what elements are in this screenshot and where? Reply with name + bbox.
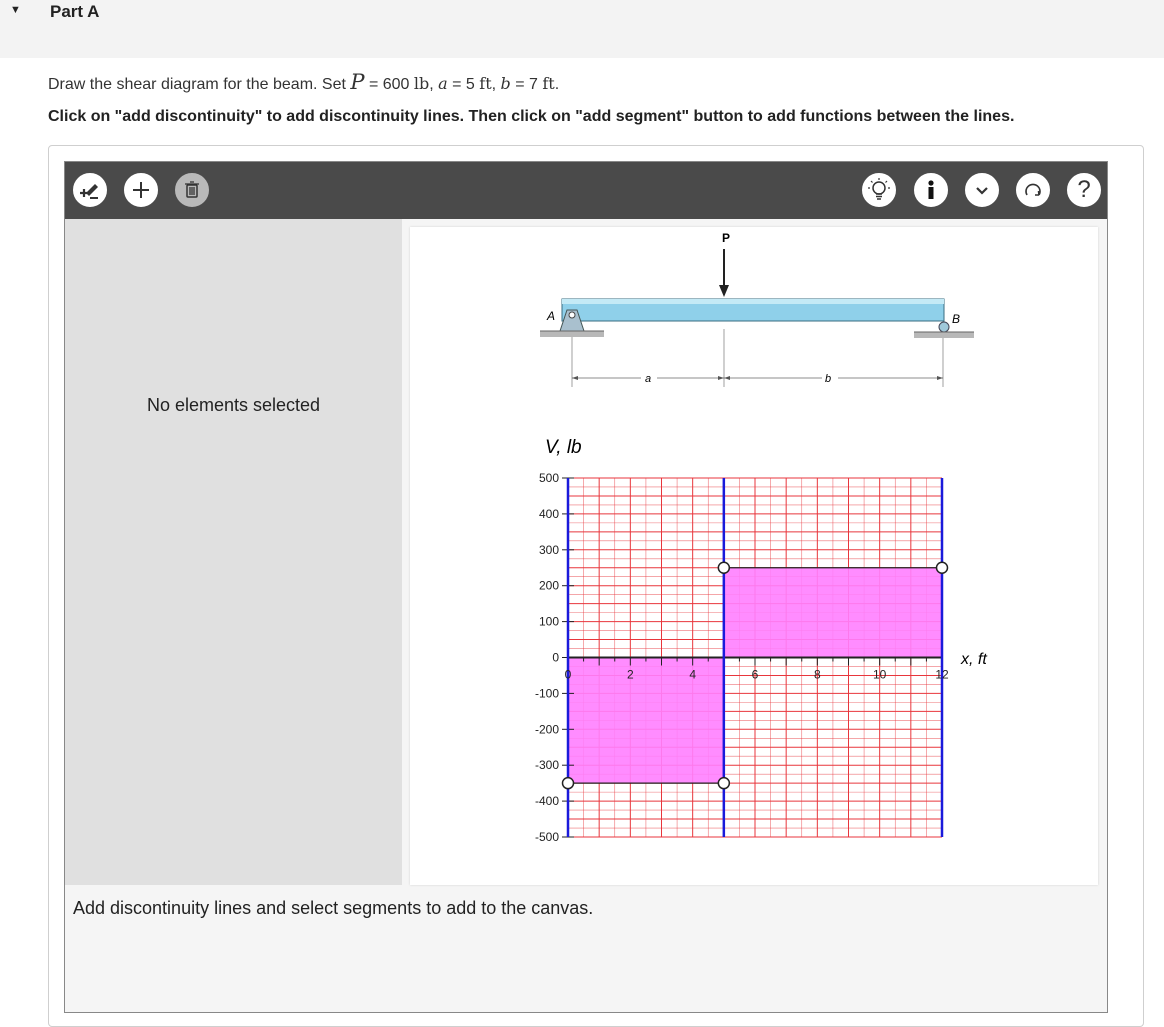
load-arrowhead bbox=[719, 285, 729, 297]
ground-b bbox=[914, 332, 974, 338]
info-icon bbox=[919, 178, 943, 202]
y-tick-label: 0 bbox=[552, 650, 559, 665]
beam-highlight bbox=[562, 299, 944, 304]
dim-b-label: b bbox=[825, 373, 832, 385]
p-unit: lb bbox=[413, 74, 430, 93]
options-dropdown-button[interactable] bbox=[965, 173, 999, 207]
support-b-label: B bbox=[952, 312, 961, 326]
b-eq: = 7 bbox=[510, 76, 543, 93]
drawing-widget bbox=[48, 145, 1144, 1027]
problem-end: . bbox=[554, 76, 560, 93]
p-eq: = 600 bbox=[364, 76, 414, 93]
a-eq: = 5 bbox=[447, 76, 480, 93]
plus-icon bbox=[129, 178, 153, 202]
a-unit: ft bbox=[479, 74, 492, 93]
y-tick-label: -100 bbox=[534, 686, 559, 701]
add-segment-button[interactable] bbox=[124, 173, 158, 207]
drawing-canvas[interactable] bbox=[410, 227, 1098, 885]
reset-icon bbox=[1021, 178, 1045, 202]
x-tick-label: 10 bbox=[872, 667, 887, 682]
var-b: b bbox=[500, 74, 511, 93]
var-a: a bbox=[438, 74, 448, 93]
selection-status: No elements selected bbox=[146, 395, 321, 415]
x-tick-label: 12 bbox=[935, 667, 949, 682]
toolbar bbox=[65, 162, 1107, 219]
part-title: Part A bbox=[50, 2, 100, 21]
y-tick-label: 100 bbox=[538, 614, 559, 629]
chevron-down-icon bbox=[971, 179, 993, 201]
info-button[interactable] bbox=[914, 173, 948, 207]
add-discontinuity-icon bbox=[77, 177, 103, 203]
add-discontinuity-button[interactable] bbox=[73, 173, 107, 207]
y-axis-label: V, lb bbox=[545, 437, 582, 458]
y-tick-label: -500 bbox=[534, 830, 559, 844]
reset-button[interactable] bbox=[1016, 173, 1050, 207]
x-tick-label: 0 bbox=[564, 667, 572, 682]
b-unit: ft bbox=[542, 74, 555, 93]
lightbulb-icon bbox=[866, 177, 892, 203]
tool-area bbox=[64, 161, 1108, 1013]
part-header[interactable] bbox=[0, 0, 1164, 58]
segment-endpoint-handle[interactable] bbox=[937, 562, 948, 573]
delete-button[interactable] bbox=[175, 173, 209, 207]
shear-segment[interactable] bbox=[568, 658, 724, 784]
side-panel bbox=[65, 219, 402, 885]
y-tick-label: 200 bbox=[538, 578, 559, 593]
x-tick-label: 8 bbox=[813, 667, 821, 682]
help-button[interactable] bbox=[1067, 173, 1101, 207]
trash-icon bbox=[181, 179, 203, 201]
y-tick-label: 400 bbox=[538, 506, 559, 521]
a-sep: , bbox=[429, 76, 439, 93]
segment-endpoint-handle[interactable] bbox=[718, 562, 729, 573]
hint-button[interactable] bbox=[862, 173, 896, 207]
problem-intro: Draw the shear diagram for the beam. Set bbox=[48, 76, 351, 93]
load-label: P bbox=[722, 231, 731, 245]
support-a-label: A bbox=[547, 309, 556, 323]
y-tick-label: 300 bbox=[538, 542, 559, 557]
roller-b bbox=[939, 322, 949, 332]
collapse-triangle-icon[interactable]: ▼ bbox=[10, 4, 21, 16]
segment-endpoint-handle[interactable] bbox=[718, 778, 729, 789]
shear-segment[interactable] bbox=[724, 568, 942, 658]
x-tick-label: 6 bbox=[751, 667, 759, 682]
var-p: P bbox=[350, 70, 365, 94]
beam-figure bbox=[540, 231, 974, 387]
y-tick-label: -200 bbox=[534, 722, 559, 737]
x-tick-label: 2 bbox=[626, 667, 634, 682]
problem-statement bbox=[48, 70, 559, 94]
ground-a bbox=[540, 331, 604, 337]
canvas-svg[interactable] bbox=[410, 227, 1098, 885]
b-sep: , bbox=[491, 76, 501, 93]
x-axis-label: x, ft bbox=[961, 651, 987, 668]
bottom-message: Add discontinuity lines and select segments to add to the canvas. bbox=[73, 898, 594, 918]
segment-endpoint-handle[interactable] bbox=[563, 778, 574, 789]
dim-a-label: a bbox=[645, 373, 652, 385]
instruction-text: Click on "add discontinuity" to add discontinuity lines. Then click on "add segment" button to add functions between the lines. bbox=[48, 108, 1015, 125]
y-tick-label: -400 bbox=[534, 794, 559, 809]
y-tick-label: 500 bbox=[538, 471, 559, 485]
pin-a bbox=[569, 312, 575, 318]
y-tick-label: -300 bbox=[534, 758, 559, 773]
help-icon: ? bbox=[1077, 176, 1091, 203]
x-tick-label: 4 bbox=[689, 667, 697, 682]
